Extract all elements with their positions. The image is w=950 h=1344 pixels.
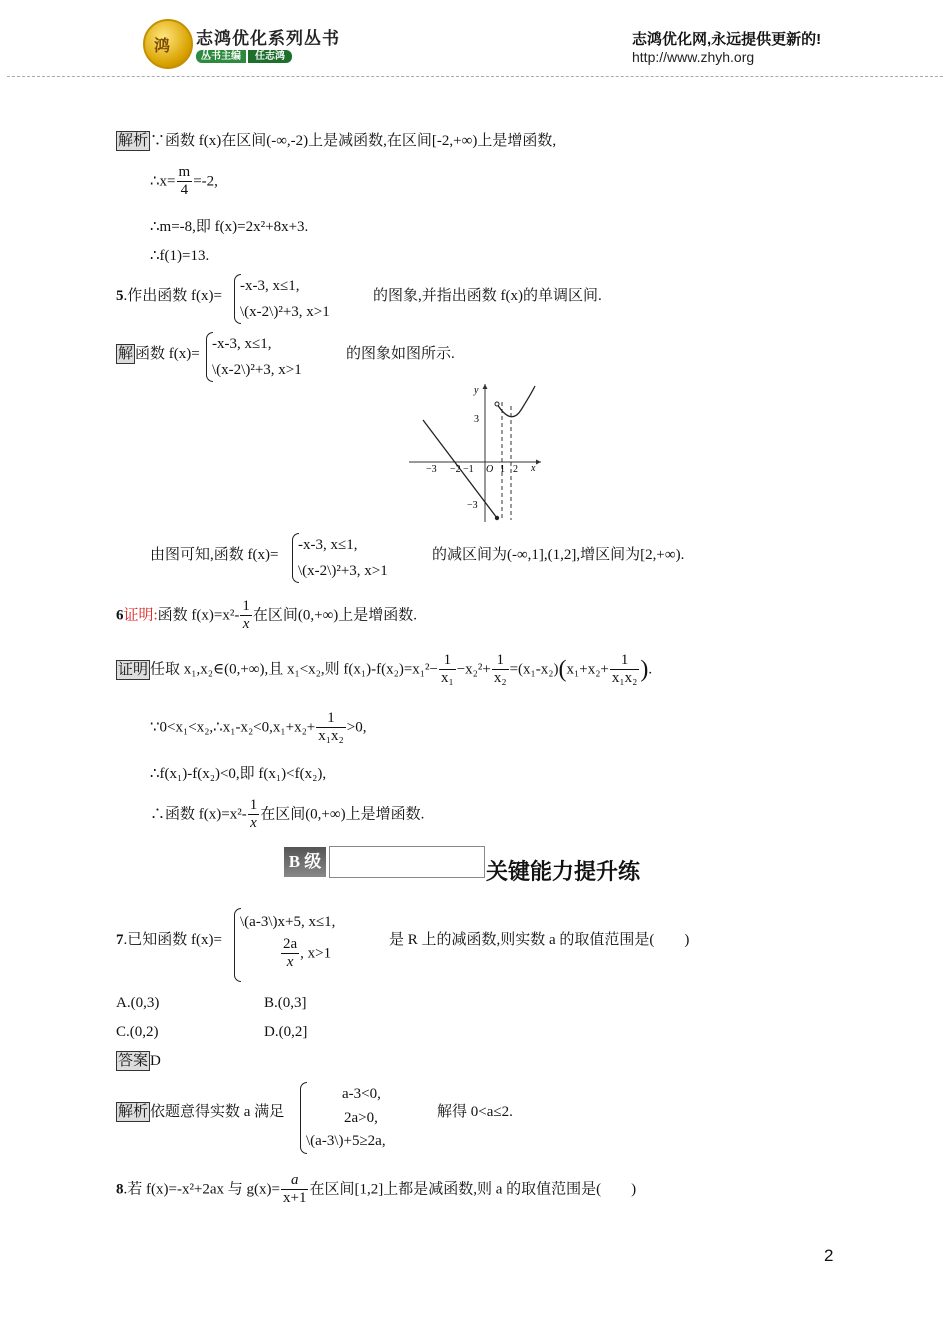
q5-solution-case1: -x-3, x≤1, [212,336,272,352]
q5-suffix: 的图象,并指出函数 f(x)的单调区间. [373,288,602,304]
q5-number: 5 [116,288,124,304]
q5-question: 5.作出函数 f(x)= [116,288,222,304]
fraction-m-over-4: $\frac{m}{4}$ [178,164,191,198]
q7-number: 7 [116,932,124,948]
q4-solution-line4: ∴f(1)=13. [150,248,210,264]
q7-condition1: a-3<0, [342,1086,381,1102]
function-graph [405,380,545,525]
q6-number: 6 [116,607,124,624]
q4-solution-line2 [150,164,218,199]
logo-char: 鸿 [154,38,171,55]
page-number: 2 [824,1246,834,1265]
q8-number: 8 [116,1181,124,1198]
graph-xtick: 1 [500,464,505,475]
section-b-box [329,846,485,878]
fraction-1-over-x1x2: $\frac{1}{\text{x₁x₂}}$ [611,652,638,686]
q5-conclusion-prefix: 由图可知,函数 f(x)= [150,547,279,563]
q6-proof-line3: ∴f(x₁)-f(x₂)<0,即 f(x₁)<f(x₂), [150,766,327,782]
series-title: 志鸿优化系列丛书 [196,29,340,48]
fraction-1-over-x: $\frac{1}{x}$ [249,797,258,831]
fraction-2a-over-x: $\frac{2a}{x}$ [283,936,298,970]
series-editor [196,47,292,62]
q4-solution-line3: ∴m=-8,即 f(x)=2x²+8x+3. [150,219,309,235]
q6-proof-line4: ∴函数 f(x)=x²- $\frac{1}{x}$ 在区间(0,+∞)上是增函数. [150,797,425,831]
q7-case1: \(a-3\)x+5, x≤1, [240,914,336,930]
fraction-1-over-x: $\frac{1}{x}$ [242,598,250,632]
q4-text2a: ∴x= [150,173,176,190]
q7-case2: $\frac{2a}{x}$ , x>1 [283,936,332,970]
q5-conclusion-suffix: 的减区间为(-∞,1],(1,2],增区间为[2,+∞). [432,547,685,563]
graph-origin: O [486,464,494,475]
graph-xtick: −3 [426,464,437,475]
graph-ytick: 3 [474,414,479,425]
fraction-a-over-x-plus-1: $\frac{a}{x+1}$ [283,1172,307,1206]
graph-y-label: y [474,385,479,396]
q5-conclusion-case2: \(x-2\)²+3, x>1 [298,563,388,579]
editor-label: 丛书主编 [196,50,246,63]
q7-option-d: D.(0,2] [264,1024,308,1040]
jiexi-tag: 解析 [118,1103,149,1120]
fraction-1-over-x2: $\frac{1}{\text{x₂}}$ [493,652,507,686]
zhengming-tag: 证明 [118,660,149,678]
q6-question: 6证明:函数 f(x)=x²- $\frac{1}{x}$ 在区间(0,+∞)上是增函数. [116,598,418,632]
q5-case1: -x-3, x≤1, [240,278,300,294]
editor-name: 任志鸿 [248,50,292,63]
q5-solution: 解 函数 f(x)= [118,345,200,362]
q4-text2b: =-2, [193,173,218,190]
daan-tag: 答案 [118,1052,149,1069]
q7-option-a: A.(0,3) [116,995,160,1011]
q6-proof-line1: 证明 任取 x₁,x₂∈(0,+∞),且 x₁<x₂,则 f(x₁)-f(x₂)=x₁²− $\frac{1}{\text{x₁}}$ −x₂²+ $\frac{1}{\text{x₂}}$ =(x₁-x₂)(x₁+x₂+ $\frac{1}{\text{x₁x₂}}$ ). [118,652,653,686]
graph-xtick: 2 [513,464,518,475]
q5-conclusion-case1: -x-3, x≤1, [298,537,358,553]
section-b-label: B 级 [284,847,326,877]
graph-xtick: −2 [450,464,461,475]
q7-question: 7.已知函数 f(x)= [116,932,222,948]
q7-condition3: \(a-3\)+5≥2a, [306,1133,386,1149]
graph-ytick: −3 [467,500,478,511]
q7-option-c: C.(0,2) [116,1024,159,1040]
jie-tag: 解 [118,345,134,362]
paren-open: ( [558,656,567,683]
q8-question: 8.若 f(x)=-x²+2ax 与 g(x)= $\frac{a}{x+1}$ 在区间[1,2]上都是减函数,则 a 的取值范围是( ) [116,1172,637,1206]
section-b-title: 关键能力提升练 [486,859,641,884]
publisher-logo [143,19,193,69]
q7-solution-suffix: 解得 0<a≤2. [437,1104,513,1120]
paren-close: ) [640,656,649,683]
q7-suffix: 是 R 上的减函数,则实数 a 的取值范围是( ) [389,932,690,948]
q4-solution-line1 [116,131,556,151]
header-divider [7,76,943,77]
fraction-1-over-x1: $\frac{1}{\text{x₁}}$ [440,652,454,686]
q5-solution-suffix: 的图象如图所示. [346,346,455,362]
q7-answer [116,1051,161,1071]
q7-condition2: 2a>0, [344,1110,378,1126]
graph-x-label: x [531,463,536,474]
jiexi-tag: 解析 [118,132,149,149]
website-url[interactable]: http://www.zhyh.org [632,49,755,65]
fraction-1-over-x1x2: $\frac{1}{\text{x₁x₂}}$ [318,710,344,744]
q4-text1: ∵函数 f(x)在区间(-∞,-2)上是减函数,在区间[-2,+∞)上是增函数, [150,133,557,149]
slogan: 志鸿优化网,永远提供更新的! [632,31,822,48]
q6-proof-label: 证明: [123,607,158,624]
q5-case2: \(x-2\)²+3, x>1 [240,304,330,320]
q7-solution: 解析 依题意得实数 a 满足 [118,1103,285,1120]
q7-answer-value: D [150,1053,161,1069]
graph-xtick: −1 [463,464,474,475]
q7-option-b: B.(0,3] [264,995,307,1011]
q6-proof-line2: ∵0<x₁<x₂,∴x₁-x₂<0,x₁+x₂+ $\frac{1}{\text{x₁x₂}}$ >0, [150,710,367,744]
q5-solution-case2: \(x-2\)²+3, x>1 [212,362,302,378]
